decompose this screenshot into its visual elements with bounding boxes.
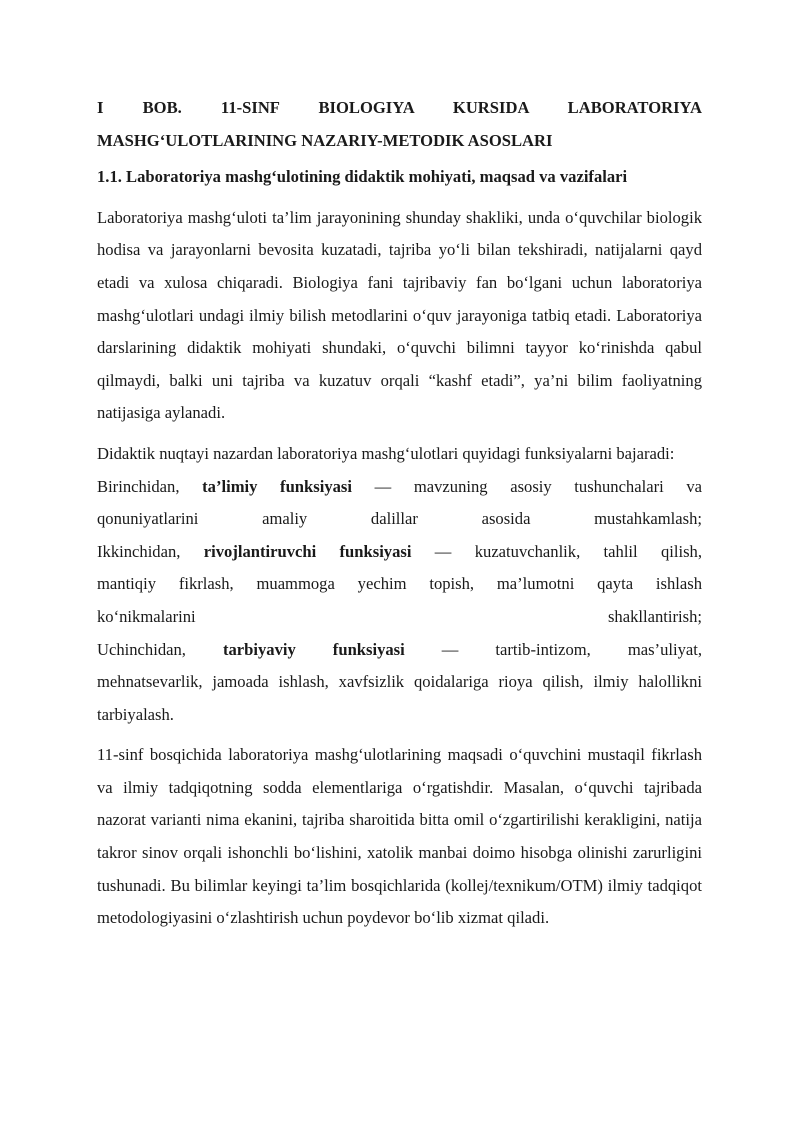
paragraph-goal: 11-sinf bosqichida laboratoriya mashg‘ulotlarining maqsadi o‘quvchini mustaqil fikrlash va ilmiy tadqiqotning sodda elementlariga o‘rgatishdir. Masalan, o‘quvchi tajribada nazorat varianti nima ekanini, tajriba sharoitida bitta omil o‘zgartirilishi kerakligini, natija takror sinov orqali ishonchli bo‘lishini, xatolik manbai doimo hisobga olinishi zarurligini tushunadi. Bu bilimlar keyingi ta’lim bosqichlarida (kollej/texnikum/OTM) ilmiy tadqiqot metodologiyasini o‘zlashtirish uchun poydevor bo‘lib xizmat qiladi. <box>97 745 702 928</box>
function-dash: — <box>434 541 452 561</box>
section-title: 1.1. Laboratoriya mashg‘ulotining didaktik mohiyati, maqsad va vazifalari <box>97 167 628 187</box>
chapter-title-line-2: MASHG‘ULOTLARINING NAZARIY-METODIK ASOSLARI <box>97 130 553 150</box>
function-text-continued: qonuniyatlarini amaliy dalillar asosida mustahkamlash; <box>97 509 702 529</box>
function-line <box>97 634 702 667</box>
function-line <box>97 471 702 504</box>
function-item-educational <box>97 471 702 536</box>
function-intro: Ikkinchidan, <box>97 541 181 561</box>
function-text: kuzatuvchanlik, tahlil qilish, <box>474 541 703 561</box>
function-name: tarbiyaviy funksiyasi <box>222 639 405 659</box>
paragraph-functions-intro: Didaktik nuqtayi nazardan laboratoriya mashg‘ulotlari quyidagi funksiyalarni bajaradi: <box>97 443 675 463</box>
paragraph-definition: Laboratoriya mashg‘uloti ta’lim jarayonining shunday shakliki, unda o‘quvchilar biologik hodisa va jarayonlarni bevosita kuzatadi, tajriba yo‘li bilan tekshiradi, natijalarni qayd etadi va xulosa chiqaradi. Biologiya fani tajribaviy fan bo‘lgani uchun laboratoriya mashg‘ulotlari undagi ilmiy bilish metodlarini o‘quv jarayoniga tatbiq etadi. Laboratoriya darslarining didaktik mohiyati shundaki, o‘quvchi bilimni tayyor ko‘rinishda qabul qilmaydi, balki uni tajriba va kuzatuv orqali “kashf etadi”, ya’ni bilim faoliyatning natijasiga aylanadi. <box>97 207 702 423</box>
function-item-upbringing <box>97 634 702 732</box>
function-name: rivojlantiruvchi funksiyasi <box>203 541 412 561</box>
function-intro: Birinchidan, <box>97 476 180 496</box>
function-text-continued: mantiqiy fikrlash, muammoga yechim topish, ma’lumotni qayta ishlash <box>97 574 702 594</box>
function-dash: — <box>374 476 392 496</box>
chapter-title-line-1: I BOB. 11-SINF BIOLOGIYA KURSIDA LABORATORIYA <box>97 98 702 117</box>
function-item-developmental <box>97 536 702 634</box>
function-text-continued: mehnatsevarlik, jamoada ishlash, xavfsizlik qoidalariga rioya qilish, ilmiy halollikni tarbiyalash. <box>97 672 702 724</box>
document-page <box>97 92 702 935</box>
function-text: tartib-intizom, mas’uliyat, <box>495 639 703 659</box>
function-text: mavzuning asosiy tushunchalari va <box>413 476 702 496</box>
function-text-continued-2: ko‘nikmalarini shakllantirish; <box>97 606 702 626</box>
function-name: ta’limiy funksiyasi <box>202 476 352 496</box>
function-line <box>97 536 702 569</box>
function-dash: — <box>441 639 459 659</box>
function-intro: Uchinchidan, <box>97 639 186 659</box>
chapter-title <box>97 92 702 157</box>
